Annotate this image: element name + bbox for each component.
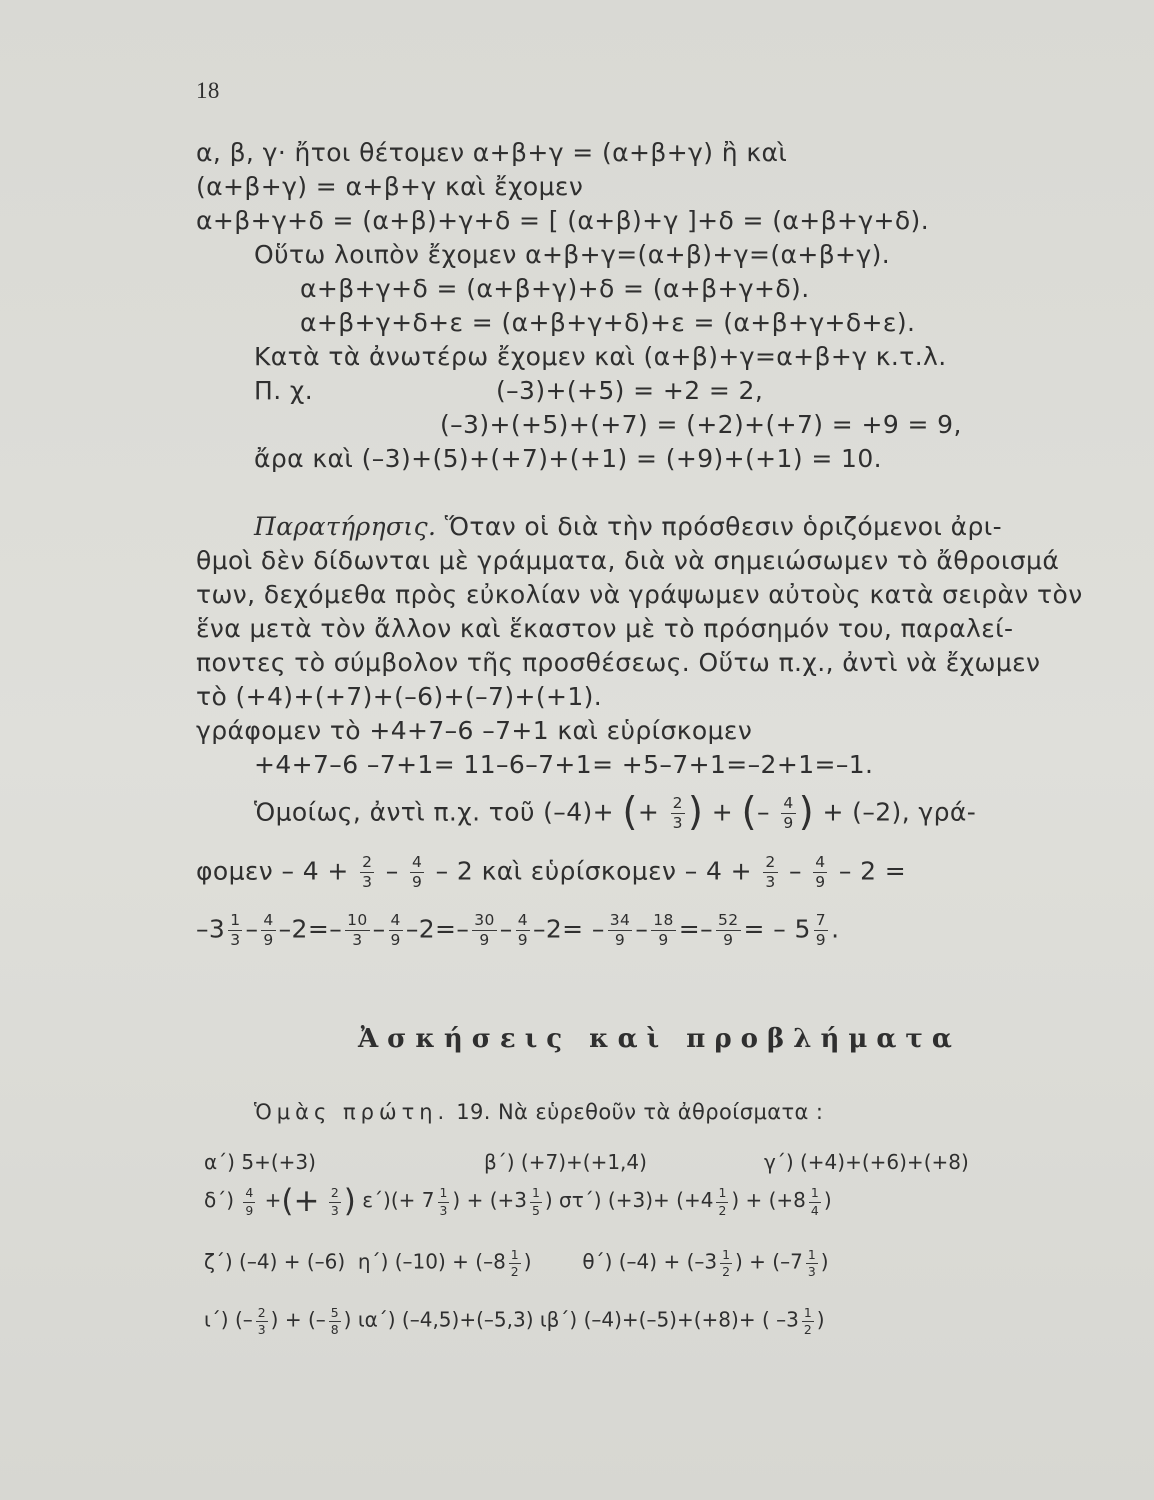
text-span: –2=– bbox=[278, 914, 343, 944]
fraction: $\frac{1}{3}$ bbox=[807, 1247, 816, 1280]
group-label: Ὁμὰς πρώτη. bbox=[254, 1100, 450, 1124]
text-span: = – 5 bbox=[743, 914, 811, 944]
paren: ) bbox=[523, 1249, 532, 1274]
remark-paragraph-first-line bbox=[254, 512, 1002, 541]
sign: – bbox=[788, 856, 802, 886]
text-line: +4+7–6 –7+1= 11–6–7+1= +5–7+1=–2+1=–1. bbox=[254, 750, 874, 779]
remark-label: Παρατήρησις. bbox=[254, 512, 437, 541]
section-title: Ἀσκήσεις καὶ προβλήματα bbox=[358, 1024, 961, 1054]
text-span: –3 bbox=[196, 914, 226, 944]
fraction-line-2 bbox=[196, 854, 906, 891]
text-line: (–3)+(+5) = +2 = 2, bbox=[496, 376, 764, 405]
text-line: γράφομεν τὸ +4+7–6 –7+1 καὶ εὑρίσκομεν bbox=[196, 716, 753, 745]
fraction: $\frac{10}{3}$ bbox=[347, 911, 368, 950]
sign: – bbox=[385, 856, 399, 886]
sign: + bbox=[745, 1188, 763, 1212]
fraction: $\frac{1}{5}$ bbox=[531, 1185, 540, 1218]
fraction: $\frac{1}{4}$ bbox=[810, 1185, 819, 1218]
text-span: (– bbox=[307, 1307, 326, 1332]
sign: – bbox=[372, 914, 386, 944]
paren: ) bbox=[731, 1188, 740, 1212]
text-line: (–3)+(+5)+(+7) = (+2)+(+7) = +9 = 9, bbox=[440, 410, 962, 439]
remark-text: Ὅταν οἱ διὰ τὴν πρόσθεσιν ὁριζόμενοι ἀρι- bbox=[444, 512, 1003, 541]
sign: + bbox=[637, 797, 660, 827]
exercise-label: ι΄) bbox=[204, 1307, 229, 1332]
paren: ) bbox=[687, 790, 704, 835]
fraction: $\frac{1}{3}$ bbox=[439, 1185, 448, 1218]
text-line: τὸ (+4)+(+7)+(–6)+(–7)+(+1). bbox=[196, 682, 603, 711]
text-line: θμοὶ δὲν δίδωνται μὲ γράμματα, διὰ νὰ σημειώσωμεν τὸ ἄθροισμά bbox=[196, 546, 1060, 575]
text-line: ποντες τὸ σύμβολον τῆς προσθέσεως. Οὕτω π.χ., ἀντὶ νὰ ἔχωμεν bbox=[196, 648, 1041, 677]
fraction: $\frac{1}{2}$ bbox=[510, 1247, 519, 1280]
exercise-label: στ΄) (+3)+ bbox=[559, 1188, 670, 1212]
fraction: $\frac{2}{3}$ bbox=[362, 853, 373, 892]
text-line: Π. χ. bbox=[254, 376, 314, 405]
text-span: = bbox=[678, 914, 701, 944]
exercise-a: α΄) 5+(+3) bbox=[204, 1150, 316, 1174]
paren: ) bbox=[343, 1307, 352, 1332]
text-line: α+β+γ+δ = (α+β)+γ+δ = [ (α+β)+γ ]+δ = (α+β+γ+δ). bbox=[196, 206, 930, 235]
fraction: $\frac{2}{3}$ bbox=[765, 853, 776, 892]
fraction: $\frac{2}{3}$ bbox=[257, 1305, 266, 1338]
sign: + bbox=[284, 1307, 302, 1332]
text-span: – 2 = bbox=[838, 856, 907, 886]
fraction: $\frac{5}{8}$ bbox=[330, 1305, 339, 1338]
exercise-label: η΄) (–10) + bbox=[357, 1249, 469, 1274]
fraction-line-1 bbox=[254, 790, 977, 835]
paren: ) bbox=[452, 1188, 461, 1212]
fraction: $\frac{4}{9}$ bbox=[815, 853, 826, 892]
exercise-label: ε΄) bbox=[362, 1188, 391, 1212]
text-span: –2=– bbox=[405, 914, 470, 944]
paren: (+ bbox=[281, 1183, 320, 1219]
fraction: $\frac{1}{2}$ bbox=[803, 1305, 812, 1338]
exercise-b: β΄) (+7)+(+1,4) bbox=[484, 1150, 647, 1174]
text-span: ( –3 bbox=[761, 1307, 799, 1332]
paren: ) bbox=[823, 1188, 832, 1212]
text-span: καὶ εὑρίσκομεν – 4 + bbox=[481, 856, 752, 886]
fraction: $\frac{1}{2}$ bbox=[722, 1247, 730, 1280]
text-span: – 2 bbox=[435, 856, 474, 886]
fraction: $\frac{4}{9}$ bbox=[263, 911, 274, 950]
exercise-label: δ΄) bbox=[204, 1188, 235, 1212]
text-line: ἕνα μετὰ τὸν ἄλλον καὶ ἕκαστον μὲ τὸ πρόσημόν του, παραλεί- bbox=[196, 614, 1014, 643]
paren: ) bbox=[816, 1307, 825, 1332]
group-heading bbox=[254, 1100, 823, 1124]
paren: ) bbox=[734, 1249, 743, 1274]
text-span: Ὁμοίως, ἀντὶ π.χ. τοῦ (–4)+ bbox=[254, 797, 615, 827]
text-line: α+β+γ+δ = (α+β+γ)+δ = (α+β+γ+δ). bbox=[300, 274, 810, 303]
text-span: + (–2) bbox=[822, 797, 902, 827]
exercise-z: ζ΄) (–4) + (–6) bbox=[204, 1249, 346, 1274]
fraction: $\frac{1}{3}$ bbox=[230, 911, 241, 950]
text-span: , γρά- bbox=[901, 797, 977, 827]
fraction: $\frac{52}{9}$ bbox=[718, 911, 739, 950]
exercise-label: θ΄) (–4) + bbox=[582, 1249, 681, 1274]
exercise-row-2 bbox=[204, 1183, 832, 1219]
text-line: (α+β+γ) = α+β+γ καὶ ἔχομεν bbox=[196, 172, 584, 201]
fraction: $\frac{1}{2}$ bbox=[718, 1185, 727, 1218]
exercise-ia: ια΄) (–4,5)+(–5,3) bbox=[357, 1307, 534, 1332]
text-span: –2= – bbox=[532, 914, 605, 944]
fraction: $\frac{4}{9}$ bbox=[517, 911, 528, 950]
sign: – bbox=[757, 797, 770, 827]
exercise-label: ιβ΄) (–4)+(–5)+(+8)+ bbox=[539, 1307, 756, 1332]
fraction-line-3 bbox=[196, 912, 839, 949]
text-span: (+8 bbox=[768, 1188, 806, 1212]
text-span: (+4 bbox=[676, 1188, 714, 1212]
text-line: Κατὰ τὰ ἀνωτέρω ἔχομεν καὶ (α+β)+γ=α+β+γ κ.τ.λ. bbox=[254, 342, 947, 371]
text-span: (–8 bbox=[475, 1249, 506, 1274]
paren: ) bbox=[820, 1249, 829, 1274]
text-span: (–3 bbox=[686, 1249, 718, 1274]
fraction: $\frac{18}{9}$ bbox=[653, 911, 674, 950]
fraction: $\frac{4}{9}$ bbox=[412, 853, 423, 892]
paren: ) bbox=[544, 1188, 553, 1212]
exercise-row-4 bbox=[204, 1306, 825, 1336]
fraction: $\frac{2}{3}$ bbox=[330, 1185, 339, 1218]
text-span: – bbox=[635, 914, 649, 944]
text-span: (– bbox=[234, 1307, 253, 1332]
text-span: – bbox=[499, 914, 513, 944]
group-task: 19. Νὰ εὑρεθοῦν τὰ ἀθροίσματα : bbox=[456, 1100, 824, 1124]
text-line: Οὕτω λοιπὸν ἔχομεν α+β+γ=(α+β)+γ=(α+β+γ). bbox=[254, 240, 891, 269]
text-line: α+β+γ+δ+ε = (α+β+γ+δ)+ε = (α+β+γ+δ+ε). bbox=[300, 308, 916, 337]
fraction: $\frac{34}{9}$ bbox=[609, 911, 631, 950]
sign: + bbox=[264, 1188, 282, 1212]
text-span: (–7 bbox=[772, 1249, 803, 1274]
fraction: $\frac{4}{9}$ bbox=[390, 911, 401, 950]
sign: + bbox=[466, 1188, 484, 1212]
page-number: 18 bbox=[196, 78, 220, 103]
fraction: $\frac{30}{9}$ bbox=[474, 911, 495, 950]
exercise-row-3 bbox=[204, 1248, 829, 1278]
sign: + bbox=[711, 797, 734, 827]
fraction: $\frac{4}{9}$ bbox=[245, 1185, 254, 1218]
fraction: $\frac{7}{9}$ bbox=[815, 911, 827, 950]
paren: ( bbox=[741, 790, 758, 835]
text-line: α, β, γ· ἤτοι θέτομεν α+β+γ = (α+β+γ) ἢ καὶ bbox=[196, 138, 788, 167]
text-span: (+ 7 bbox=[390, 1188, 435, 1212]
text-line: των, δεχόμεθα πρὸς εὐκολίαν νὰ γράψωμεν αὐτοὺς κατὰ σειρὰν τὸν bbox=[196, 580, 1083, 609]
text-line: ἄρα καὶ (–3)+(5)+(+7)+(+1) = (+9)+(+1) = 10. bbox=[254, 444, 882, 473]
fraction: $\frac{4}{9}$ bbox=[783, 794, 794, 833]
text-span: φομεν – 4 + bbox=[196, 856, 349, 886]
text-span: (+3 bbox=[489, 1188, 527, 1212]
paren: ) bbox=[343, 1183, 356, 1219]
text-span: . bbox=[831, 914, 840, 944]
text-span: – bbox=[700, 914, 714, 944]
sign: – bbox=[245, 914, 259, 944]
paren: ) bbox=[798, 790, 815, 835]
fraction: $\frac{2}{3}$ bbox=[672, 794, 683, 833]
sign: + bbox=[749, 1249, 766, 1274]
paren: ) bbox=[270, 1307, 279, 1332]
paren: ( bbox=[622, 790, 638, 835]
exercise-g: γ΄) (+4)+(+6)+(+8) bbox=[764, 1150, 969, 1174]
